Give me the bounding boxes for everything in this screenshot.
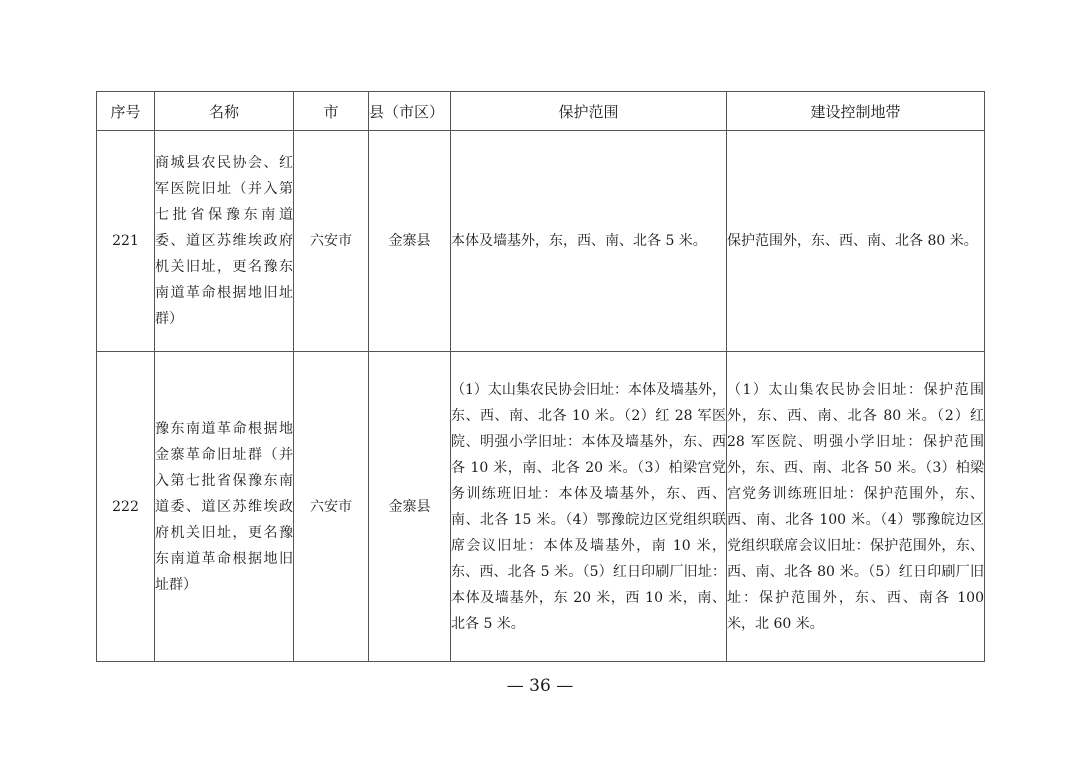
cell-serial-no: 221 xyxy=(97,131,155,352)
cell-serial-no: 222 xyxy=(97,352,155,662)
header-city: 市 xyxy=(294,92,369,131)
page-number: — 36 — xyxy=(506,676,574,696)
header-name: 名称 xyxy=(155,92,294,131)
header-protection-range: 保护范围 xyxy=(451,92,727,131)
header-county: 县（市区） xyxy=(369,92,451,131)
cell-site-name: 商城县农民协会、红军医院旧址（并入第七批省保豫东南道委、道区苏维埃政府机关旧址，更名豫东南道革命根据地旧址群） xyxy=(155,131,294,352)
cell-construction-control: （1）太山集农民协会旧址：保护范围外，东、西、南、北各 80 米。（2）红 28 军医院、明强小学旧址：保护范围外，东、西、南、北各 50 米。（3）柏梁宫党务训练班旧址：保护范围外，东、西、南、北各 100 米。（4）鄂豫皖边区党组织联席会议旧址：保护范围外，东、西、南、北各 80 米。（5）红日印刷厂旧址：保护范围外，东、西、南各 100 米，北 60 米。 xyxy=(727,352,985,662)
cell-protection-range: 本体及墙基外，东，西、南、北各 5 米。 xyxy=(451,131,727,352)
heritage-site-table xyxy=(96,91,985,662)
header-serial-no: 序号 xyxy=(97,92,155,131)
cell-city: 六安市 xyxy=(294,352,369,662)
table-header-row xyxy=(97,92,985,131)
cell-construction-control: 保护范围外，东、西、南、北各 80 米。 xyxy=(727,131,985,352)
cell-protection-range: （1）太山集农民协会旧址：本体及墙基外，东、西、南、北各 10 米。（2）红 28 军医院、明强小学旧址：本体及墙基外，东、西各 10 米，南、北各 20 米。（3）柏梁宫党务训练班旧址：本体及墙基外，东、西、南、北各 15 米。（4）鄂豫皖边区党组织联席会议旧址：本体及墙基外，南 10 米，东、西、北各 5 米。（5）红日印刷厂旧址：本体及墙基外，东 20 米，西 10 米，南、北各 5 米。 xyxy=(451,352,727,662)
cell-city: 六安市 xyxy=(294,131,369,352)
header-construction-control: 建设控制地带 xyxy=(727,92,985,131)
table-row xyxy=(97,131,985,352)
cell-site-name: 豫东南道革命根据地金寨革命旧址群（并入第七批省保豫东南道委、道区苏维埃政府机关旧址，更名豫东南道革命根据地旧址群） xyxy=(155,352,294,662)
cell-county: 金寨县 xyxy=(369,352,451,662)
table-row xyxy=(97,352,985,662)
cell-county: 金寨县 xyxy=(369,131,451,352)
